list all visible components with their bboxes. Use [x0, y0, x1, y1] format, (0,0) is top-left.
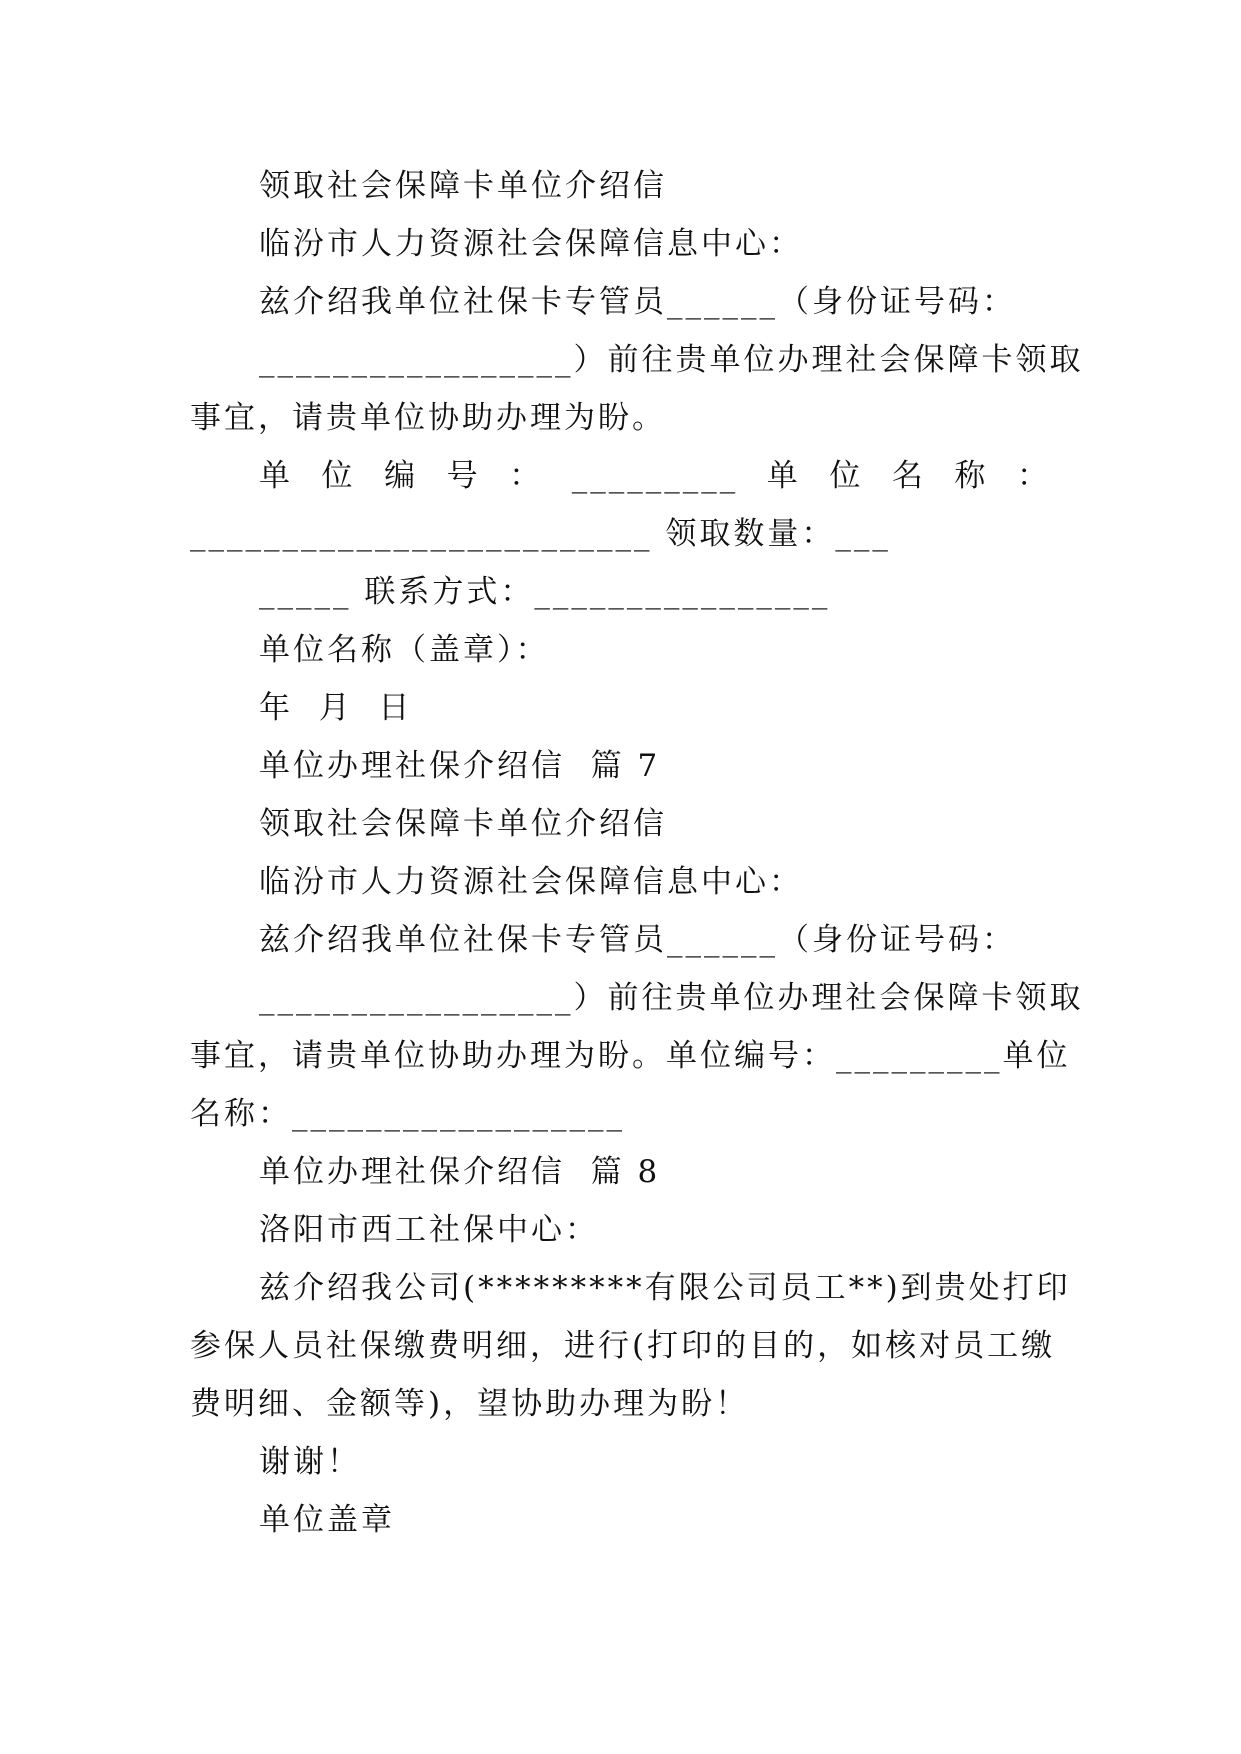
section-heading: 单位办理社保介绍信 篇 7 — [259, 748, 661, 784]
spread-char: 单 — [259, 458, 293, 494]
body-line: 事宜，请贵单位协助办理为盼。单位编号：_________单位 — [190, 1038, 1071, 1074]
body-line: 兹介绍我单位社保卡专管员______（身份证号码： — [259, 284, 1016, 320]
spread-char: 名 — [891, 458, 926, 494]
spread-char: 编 — [384, 458, 419, 494]
body-line: _________________）前往贵单位办理社会保障卡领取 — [259, 980, 1084, 1016]
spread-char: 号 — [446, 458, 481, 494]
spread-char: 位 — [321, 458, 356, 494]
seal-line: 单位盖章 — [259, 1502, 395, 1538]
date-line: 年 月 日 — [259, 690, 413, 726]
letter-title: 领取社会保障卡单位介绍信 — [259, 168, 667, 204]
thanks-line: 谢谢！ — [259, 1444, 361, 1480]
letter-title: 领取社会保障卡单位介绍信 — [259, 806, 667, 842]
body-line: 兹介绍我单位社保卡专管员______（身份证号码： — [259, 922, 1016, 958]
spread-char: ： — [1016, 458, 1051, 494]
body-line: _________________）前往贵单位办理社会保障卡领取 — [259, 342, 1084, 378]
recipient: 临汾市人力资源社会保障信息中心： — [259, 226, 803, 262]
quantity-line: _________________________ 领取数量：___ — [190, 516, 891, 552]
spread-char: 单 — [766, 458, 801, 494]
body-line: 兹介绍我公司(*********有限公司员工**)到贵处打印 — [259, 1270, 1071, 1306]
spread-char: 称 — [954, 458, 989, 494]
unit-number-name-line — [259, 456, 1051, 496]
contact-line: _____ 联系方式：________________ — [259, 574, 831, 610]
spread-char: 位 — [829, 458, 864, 494]
body-line: 费明细、金额等)，望协助办理为盼！ — [190, 1386, 750, 1422]
section-heading: 单位办理社保介绍信 篇 8 — [259, 1154, 661, 1190]
seal-line: 单位名称（盖章）： — [259, 632, 550, 668]
body-line: 事宜，请贵单位协助办理为盼。 — [190, 400, 666, 436]
recipient: 临汾市人力资源社会保障信息中心： — [259, 864, 803, 900]
body-line: 名称：__________________ — [190, 1096, 625, 1132]
spread-char: ： — [509, 458, 544, 494]
blank-field: _________ — [571, 458, 739, 494]
recipient: 洛阳市西工社保中心： — [259, 1212, 599, 1248]
body-line: 参保人员社保缴费明细，进行(打印的目的，如核对员工缴 — [190, 1328, 1056, 1364]
